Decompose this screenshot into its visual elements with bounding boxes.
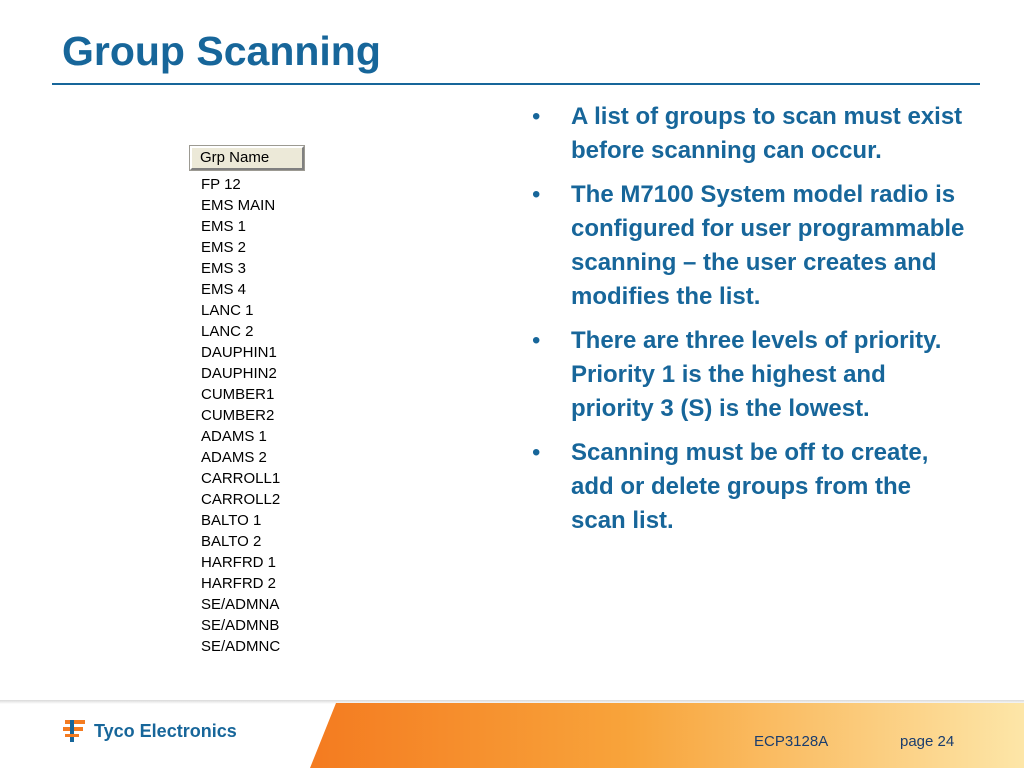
bullet-item: [532, 178, 972, 314]
group-list-item[interactable]: EMS 1: [201, 218, 247, 235]
group-list-item[interactable]: EMS MAIN: [201, 197, 276, 214]
group-list-item[interactable]: BALTO 2: [201, 533, 262, 550]
group-name-list: [190, 146, 308, 657]
group-list-item[interactable]: LANC 2: [201, 323, 254, 340]
group-list-item[interactable]: FP 12: [201, 176, 241, 193]
group-list-item[interactable]: EMS 2: [201, 239, 247, 256]
document-id: ECP3128A: [754, 733, 829, 750]
group-name-column-header[interactable]: Grp Name: [190, 146, 304, 170]
bullet-text: Scanning must be off to create, add or delete groups from the scan list.: [571, 439, 929, 534]
group-list-item[interactable]: ADAMS 1: [201, 428, 267, 445]
bullet-dot-icon: •: [532, 103, 541, 130]
group-list-item[interactable]: CARROLL1: [201, 470, 281, 487]
logo-text: Tyco Electronics: [94, 720, 237, 741]
group-list-item[interactable]: DAUPHIN2: [201, 365, 277, 382]
group-name-items: [190, 174, 308, 657]
page-number: page 24: [900, 733, 955, 750]
group-list-item[interactable]: CARROLL2: [201, 491, 281, 508]
bullet-text: There are three levels of priority. Priority 1 is the highest and priority 3 (S) is the lowest.: [571, 327, 942, 422]
group-list-item[interactable]: DAUPHIN1: [201, 344, 277, 361]
group-list-item[interactable]: SE/ADMNB: [201, 617, 280, 634]
bullet-text: The M7100 System model radio is configured for user programmable scanning – the user creates and modifies the list.: [571, 181, 965, 310]
group-list-item[interactable]: HARFRD 2: [201, 575, 277, 592]
bullet-list: [532, 100, 972, 548]
bullet-dot-icon: •: [532, 327, 541, 354]
group-list-item[interactable]: ADAMS 2: [201, 449, 267, 466]
group-list-item[interactable]: SE/ADMNC: [201, 638, 281, 655]
bullet-item: [532, 324, 972, 426]
group-list-item[interactable]: HARFRD 1: [201, 554, 277, 571]
tyco-logo-icon: [62, 717, 88, 745]
title-divider: [52, 83, 980, 85]
group-list-item[interactable]: CUMBER2: [201, 407, 275, 424]
company-logo: [62, 716, 237, 746]
group-list-item[interactable]: EMS 4: [201, 281, 247, 298]
bullet-item: [532, 100, 972, 168]
group-list-item[interactable]: BALTO 1: [201, 512, 262, 529]
group-list-item[interactable]: CUMBER1: [201, 386, 275, 403]
bullet-dot-icon: •: [532, 181, 541, 208]
bullet-text: A list of groups to scan must exist before scanning can occur.: [571, 103, 963, 164]
slide-title: Group Scanning: [62, 28, 381, 74]
group-list-item[interactable]: SE/ADMNA: [201, 596, 280, 613]
group-list-item[interactable]: EMS 3: [201, 260, 247, 277]
group-list-item[interactable]: LANC 1: [201, 302, 254, 319]
bullet-dot-icon: •: [532, 439, 541, 466]
bullet-item: [532, 436, 972, 538]
